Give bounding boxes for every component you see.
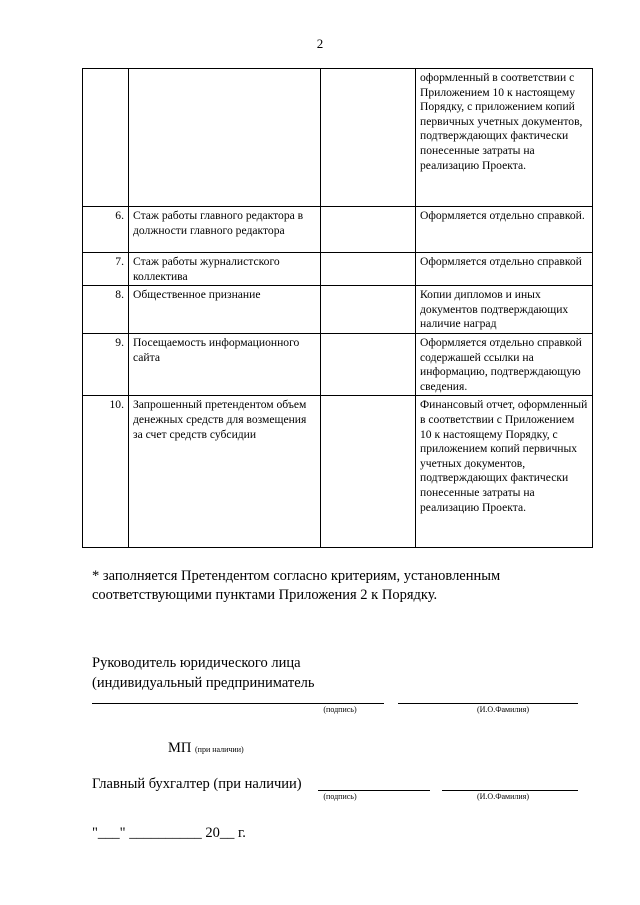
row-number xyxy=(83,69,129,207)
accountant-label: Главный бухгалтер (при наличии) xyxy=(92,776,302,792)
table-row xyxy=(83,286,593,334)
table-row xyxy=(83,253,593,286)
criterion-cell: Стаж работы главного редактора в должности главного редактора xyxy=(129,207,321,253)
row-number: 7. xyxy=(83,253,129,286)
note-cell: Оформляется отдельно справкой xyxy=(416,253,593,286)
table-row xyxy=(83,396,593,548)
accountant-name-caption: (И.О.Фамилия) xyxy=(476,792,530,801)
footnote: * заполняется Претендентом согласно критериям, установленным соответствующими пунктами Приложения 2 к Порядку. xyxy=(92,568,501,603)
signer-name-caption: (И.О.Фамилия) xyxy=(476,705,530,714)
note-cell: Копии дипломов и иных документов подтверждающих наличие наград xyxy=(416,286,593,334)
criterion-cell xyxy=(129,69,321,207)
value-cell xyxy=(321,286,416,334)
criterion-cell: Посещаемость информационного сайта xyxy=(129,333,321,395)
row-number: 9. xyxy=(83,333,129,395)
value-cell xyxy=(321,333,416,395)
note-cell: Оформляется отдельно справкой содержашей ссылки на информацию, подтверждающую сведения. xyxy=(416,333,593,395)
accountant-signature-caption: (подпись) xyxy=(323,792,357,801)
table-row xyxy=(83,333,593,395)
row-number: 8. xyxy=(83,286,129,334)
date-line: "___" __________ 20__ г. xyxy=(92,825,246,841)
signer-title xyxy=(92,653,315,693)
note-cell: оформленный в соответствии с Приложением 10 к настоящему Порядку, с приложением копий первичных учетных документов, подтверждающих фактически понесенные затраты на реализацию Проекта. xyxy=(416,69,593,207)
criterion-cell: Запрошенный претендентом объем денежных средств для возмещения за счет средств субсидии xyxy=(129,396,321,548)
signer-signature-line xyxy=(92,703,384,704)
value-cell xyxy=(321,253,416,286)
accountant-signature-line xyxy=(318,790,430,791)
criterion-cell: Стаж работы журналистского коллектива xyxy=(129,253,321,286)
criterion-cell: Общественное признание xyxy=(129,286,321,334)
value-cell xyxy=(321,396,416,548)
row-number: 10. xyxy=(83,396,129,548)
signer-name-line xyxy=(398,703,578,704)
row-number: 6. xyxy=(83,207,129,253)
table-row xyxy=(83,69,593,207)
page-number: 2 xyxy=(316,36,324,51)
value-cell xyxy=(321,207,416,253)
accountant-name-line xyxy=(442,790,578,791)
stamp-place xyxy=(168,740,244,757)
table-row xyxy=(83,207,593,253)
value-cell xyxy=(321,69,416,207)
signer-signature-caption: (подпись) xyxy=(323,705,357,714)
stamp-label: МП xyxy=(168,740,192,756)
signer-title-line-2: (индивидуальный предприниматель xyxy=(92,675,315,691)
note-cell: Оформляется отдельно справкой. xyxy=(416,207,593,253)
note-cell: Финансовый отчет, оформленный в соответствии с Приложением 10 к настоящему Порядку, с приложением копий первичных учетных документов, подтверждающих фактически понесенные затраты на реализацию Проекта. xyxy=(416,396,593,548)
signer-title-line-1: Руководитель юридического лица xyxy=(92,655,301,671)
criteria-table xyxy=(82,68,593,548)
stamp-note: (при наличии) xyxy=(195,745,244,754)
